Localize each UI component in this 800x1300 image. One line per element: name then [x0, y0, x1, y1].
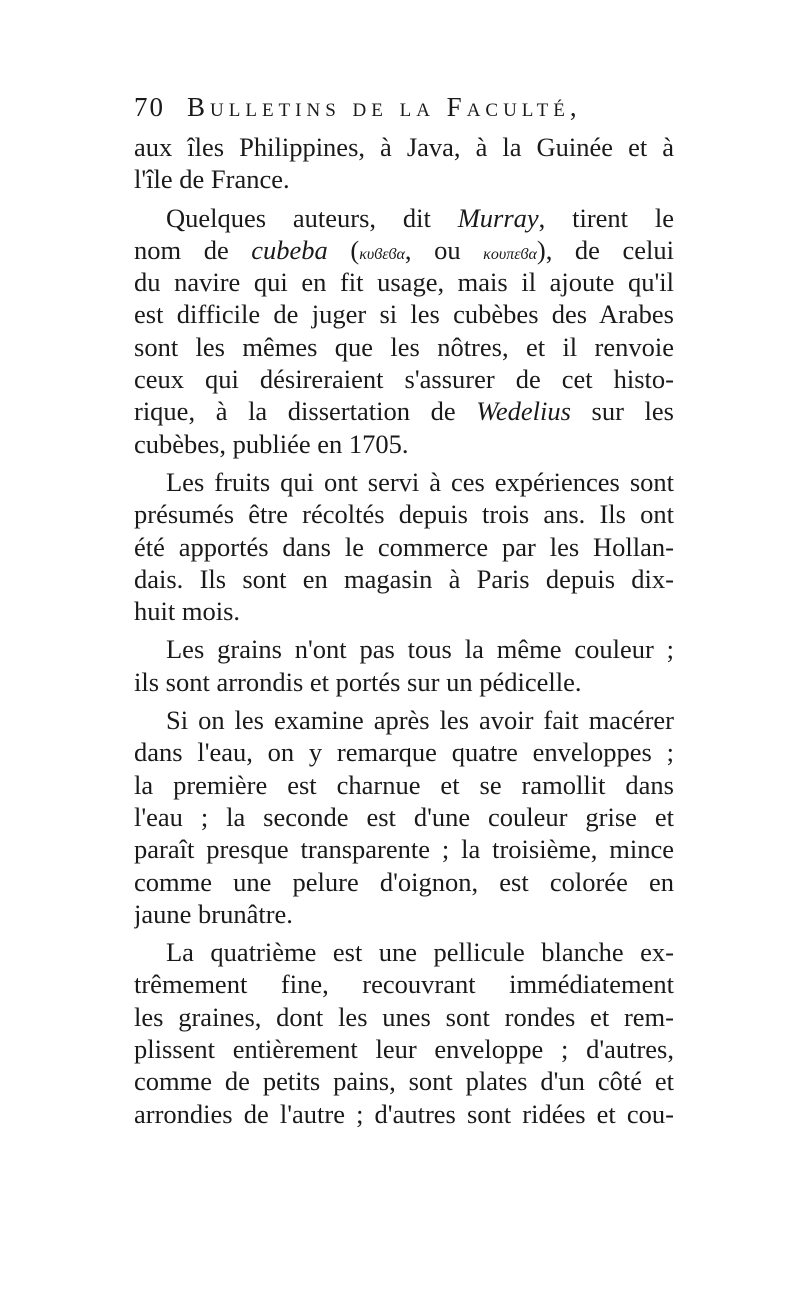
text-line: La quatrième est une pellicule blanche ex-	[166, 937, 674, 968]
text-line: sont les mêmes que les nôtres, et il renvoie	[134, 331, 674, 362]
body-text	[134, 131, 674, 1130]
text-line: est difficile de juger si les cubèbes des Arabes	[134, 299, 674, 330]
author-name-murray: Murray	[457, 202, 539, 233]
text-line: plissent entièrement leur enveloppe ; d'autres,	[134, 1034, 674, 1065]
text-line: aux îles Philippines, à Java, à la Guinée et à	[134, 132, 674, 162]
text-line: paraît presque transparente ; la troisième, mince	[134, 834, 674, 865]
paragraph-3	[134, 466, 674, 627]
text-line: comme de petits pains, sont plates d'un côté et	[134, 1066, 674, 1097]
running-head	[134, 92, 674, 132]
paragraph-5	[134, 704, 674, 930]
text-line: nom de cubeba (κυϐεϐα, ou κουπεϐα), de celui	[134, 234, 674, 265]
text-line: dans l'eau, on y remarque quatre enveloppes ;	[134, 737, 674, 768]
term-cubeba: cubeba	[251, 234, 328, 265]
author-name-wedelius: Wedelius	[476, 396, 571, 427]
text-line: trêmement fine, recouvrant immédiatement	[134, 969, 674, 1000]
paragraph-1	[134, 131, 674, 196]
text-line: Les fruits qui ont servi à ces expériences sont	[166, 466, 674, 497]
text-line: été apportés dans le commerce par les Hollan-	[134, 531, 674, 562]
text-line: dais. Ils sont en magasin à Paris depuis dix-	[134, 563, 674, 594]
text-line: Quelques auteurs, dit Murray, tirent le	[166, 202, 674, 233]
text-line: du navire qui en fit usage, mais il ajoute qu'il	[134, 267, 674, 298]
text-line: l'île de France.	[134, 164, 290, 195]
header-title: Bulletins de la Faculté,	[187, 92, 582, 122]
paragraph-4	[134, 633, 674, 698]
text-line: rique, à la dissertation de Wedelius sur les	[134, 396, 674, 427]
text-line: Si on les examine après les avoir fait macérer	[166, 705, 674, 736]
text-line: comme une pelure d'oignon, est colorée en	[134, 866, 674, 897]
text-line: ils sont arrondis et portés sur un pédicelle.	[134, 666, 582, 697]
greek-word: κουπεϐα	[483, 245, 537, 263]
text-line: présumés être récoltés depuis trois ans. Ils ont	[134, 499, 674, 530]
text-line: jaune brunâtre.	[134, 898, 293, 929]
paragraph-2	[134, 202, 674, 460]
text-line: cubèbes, publiée en 1705.	[134, 428, 409, 459]
text-line: huit mois.	[134, 596, 241, 627]
text-line: la première est charnue et se ramollit dans	[134, 769, 674, 800]
text-line: Les grains n'ont pas tous la même couleur ;	[166, 634, 674, 665]
page-number: 70	[134, 92, 165, 122]
greek-word: κυϐεϐα	[359, 245, 405, 263]
text-line: arrondies de l'autre ; d'autres sont ridées et cou-	[134, 1098, 674, 1129]
text-line: les graines, dont les unes sont rondes et rem-	[134, 1001, 674, 1032]
text-line: ceux qui désireraient s'assurer de cet histo-	[134, 364, 674, 395]
text-line: l'eau ; la seconde est d'une couleur grise et	[134, 801, 674, 832]
paragraph-6	[134, 936, 674, 1130]
